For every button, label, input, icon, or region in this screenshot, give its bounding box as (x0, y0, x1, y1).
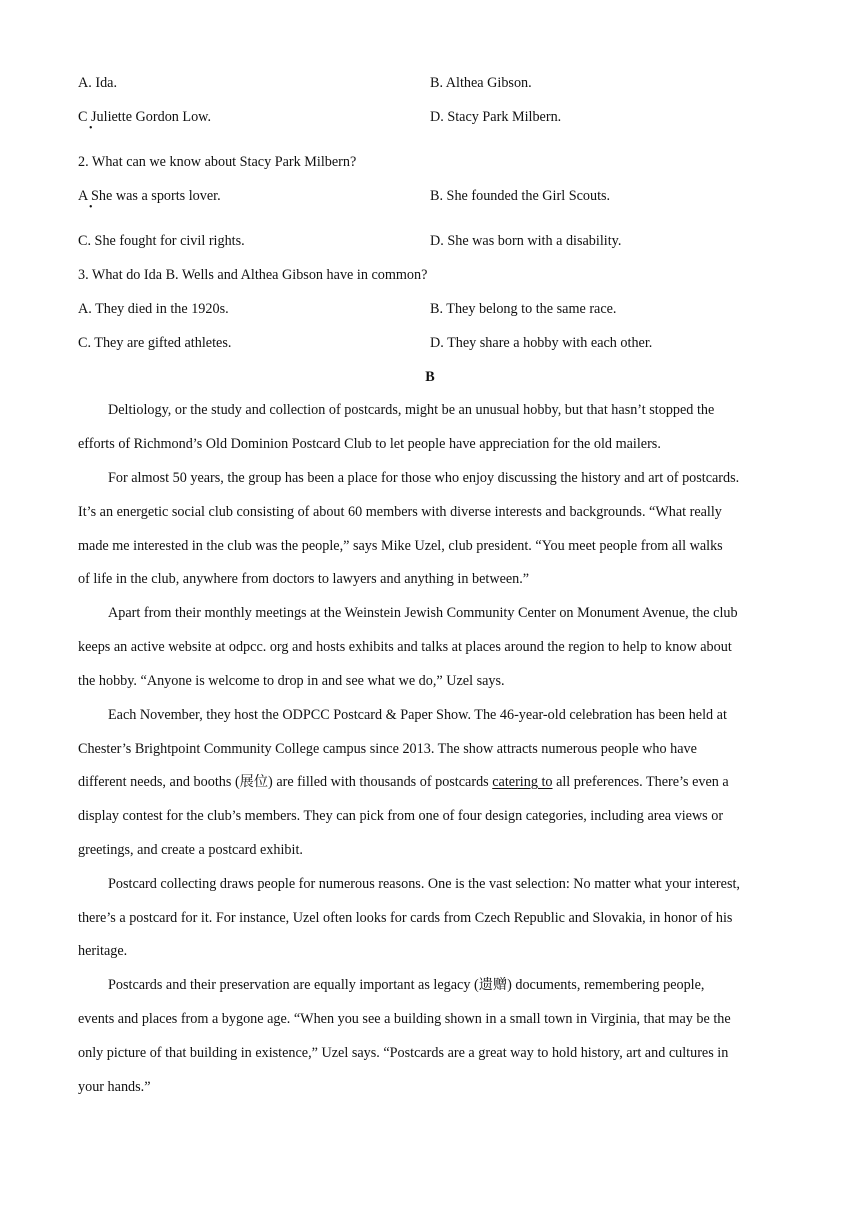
passage-line (78, 772, 729, 792)
passage-line: greetings, and create a postcard exhibit. (78, 842, 303, 858)
passage-line: there’s a postcard for it. For instance, Uzel often looks for cards from Czech Republic and Slovakia, in honor of his (78, 910, 733, 926)
q1-option-b: B. Althea Gibson. (430, 75, 532, 91)
passage-line: made me interested in the club was the people,” says Mike Uzel, club president. “You meet people from all walks (78, 538, 723, 554)
q3-option-a: A. They died in the 1920s. (78, 301, 229, 317)
q2-option-c: C. She fought for civil rights. (78, 233, 245, 249)
passage-line: keeps an active website at odpcc. org and hosts exhibits and talks at places around the region to help to know about (78, 639, 732, 655)
passage-line: of life in the club, anywhere from doctors to lawyers and anything in between.” (78, 571, 530, 587)
passage-line: the hobby. “Anyone is welcome to drop in and see what we do,” Uzel says. (78, 673, 505, 689)
passage-line: display contest for the club’s members. They can pick from one of four design categories, including area views or (78, 808, 724, 824)
q1-option-a: A. Ida. (78, 75, 118, 91)
q2-option-b: B. She founded the Girl Scouts. (430, 188, 611, 204)
passage-line: only picture of that building in existence,” Uzel says. “Postcards are a great way to hold history, art and cultures in (78, 1045, 729, 1061)
passage-line: your hands.” (78, 1079, 151, 1095)
q3-question: 3. What do Ida B. Wells and Althea Gibson have in common? (78, 267, 428, 283)
passage-text: all preferences. There’s even a (552, 774, 729, 790)
passage-line: Apart from their monthly meetings at the Weinstein Jewish Community Center on Monument Avenue, the club (108, 605, 738, 621)
passage-line: Postcards and their preservation are equally important as legacy (遗赠) documents, remembering people, (108, 977, 705, 993)
q1-option-d: D. Stacy Park Milbern. (430, 109, 562, 125)
passage-line: Deltiology, or the study and collection of postcards, might be an unusual hobby, but that hasn’t stopped the (108, 402, 715, 418)
passage-line: events and places from a bygone age. “When you see a building shown in a small town in Virginia, that may be the (78, 1011, 731, 1027)
q3-option-b: B. They belong to the same race. (430, 301, 617, 317)
option-dot-mark: • (89, 202, 93, 213)
passage-line: Chester’s Brightpoint Community College campus since 2013. The show attracts numerous people who have (78, 741, 697, 757)
passage-line: heritage. (78, 943, 128, 959)
option-dot-mark: • (89, 123, 93, 134)
q1-option-c: C Juliette Gordon Low. (78, 109, 212, 125)
q3-option-c: C. They are gifted athletes. (78, 335, 232, 351)
q2-question: 2. What can we know about Stacy Park Milbern? (78, 154, 357, 170)
underlined-phrase: catering to (492, 774, 553, 790)
section-title: B (425, 369, 435, 385)
q2-option-d: D. She was born with a disability. (430, 233, 622, 249)
passage-line: Postcard collecting draws people for numerous reasons. One is the vast selection: No matter what your interest, (108, 876, 740, 892)
passage-line: efforts of Richmond’s Old Dominion Postcard Club to let people have appreciation for the old mailers. (78, 436, 661, 452)
passage-line: It’s an energetic social club consisting of about 60 members with diverse interests and backgrounds. “What really (78, 504, 722, 520)
q3-option-d: D. They share a hobby with each other. (430, 335, 653, 351)
passage-line: For almost 50 years, the group has been a place for those who enjoy discussing the history and art of postcards. (108, 470, 740, 486)
passage-line: Each November, they host the ODPCC Postcard & Paper Show. The 46-year-old celebration has been held at (108, 707, 727, 723)
q2-option-a: A She was a sports lover. (78, 188, 221, 204)
passage-text: different needs, and booths (展位) are filled with thousands of postcards (78, 774, 493, 790)
